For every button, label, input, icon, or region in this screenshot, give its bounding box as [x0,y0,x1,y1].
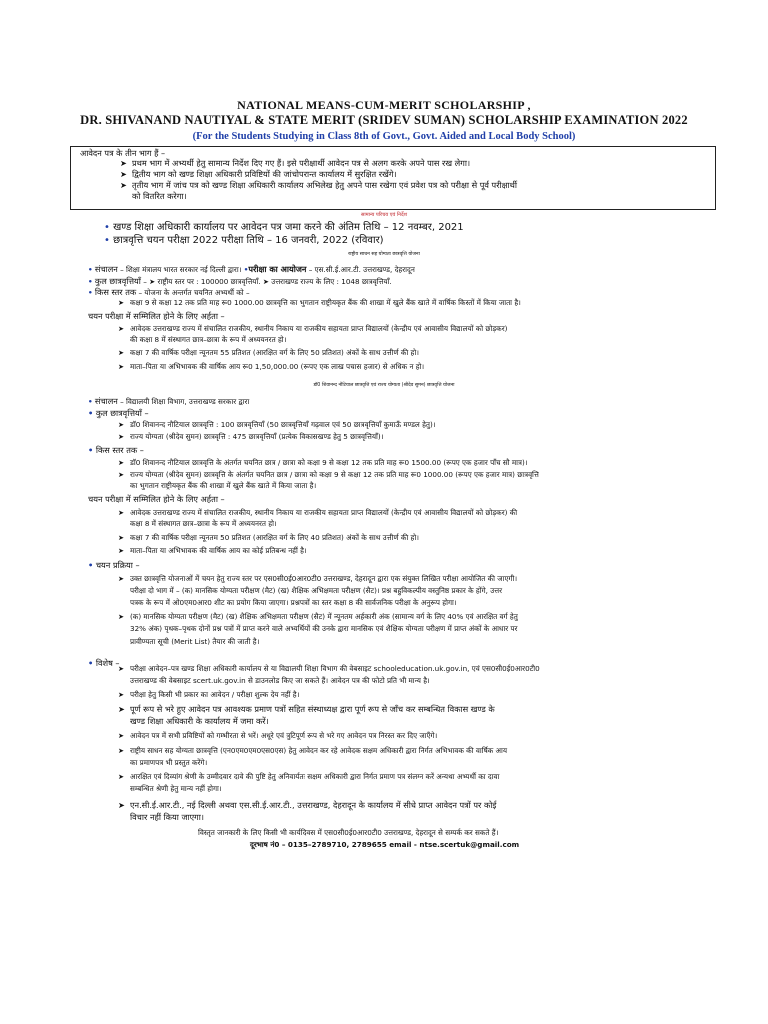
nmms-sanchalan: • संचालन – शिक्षा मंत्रालय भारत सरकार नई दिल्ली द्वारा। •परीक्षा का आयोजन – एस.सी.ई.आर.टी. उत्तराखण्ड, देहरादून [88,264,415,274]
nmms-elig-item: ➤ कक्षा 7 की वार्षिक परीक्षा न्यूनतम 55 प्रतिशत (आरक्षित वर्ग के लिए 50 प्रतिशत) अंकों के साथ उत्तीर्ण की हो। [118,348,419,357]
deadline-line: • खण्ड शिक्षा अधिकारी कार्यालय पर आवेदन पत्र जमा करने की अंतिम तिथि – 12 नवम्बर, 2021 [104,222,464,233]
selection-line: पत्रक के रूप में ओ0एम0आर0 शीट का प्रयोग किया जाएगा। प्रश्नपत्रों का स्तर कक्षा 8 की सार्वजनिक परीक्षा के अनुरूप होगा। [130,598,457,607]
state-sanchalan: • संचालन – विद्यालयी शिक्षा विभाग, उत्तराखण्ड सरकार द्वारा [88,396,250,406]
special-line: ➤ परीक्षा हेतु किसी भी प्रकार का आवेदन / परीक्षा शुल्क देय नहीं है। [118,690,300,699]
state-elig-item: ➤ आवेदक उत्तराखण्ड राज्य में संचालित राजकीय, स्थानीय निकाय या राजकीय सहायता प्राप्त विद्यालयों (केन्द्रीय एवं आवासीय विद्यालयों को छोड़कर) की [118,508,518,517]
header-title-line2: DR. SHIVANAND NAUTIYAL & STATE MERIT (SRIDEV SUMAN) SCHOLARSHIP EXAMINATION 2022 [80,113,688,127]
nmms-elig-item: ➤ माता–पिता या अभिभावक की वार्षिक आय रू0 1,50,000.00 (रूपए एक लाख पचास हजार) से अधिक न हो। [118,362,425,371]
bullet-icon: • [104,222,110,233]
special-line: ➤ परीक्षा आवेदन–पत्र खण्ड शिक्षा अधिकारी कार्यालय से या विद्यालयी शिक्षा विभाग की वेबसाइट schooleducation.uk.gov.in, एवं एस0सी0ई0आर0टी0 [118,664,540,673]
selection-label: • चयन प्रक्रिया – [88,560,140,570]
state-title: डॉ0 शिवानन्द नौटियाल छात्रवृत्ति एवं राज्य योग्यता (श्रीदेव सुमन) छात्रवृत्ति योजना [313,383,455,388]
arrow-icon: ➤ [120,158,127,168]
state-elig-item-cont: कक्षा 8 में संस्थागत छात्र–छात्रा के रूप में अध्ययनरत हो। [130,519,277,528]
state-elig-item: ➤ माता–पिता या अभिभावक की वार्षिक आय का कोई प्रतिबन्ध नहीं है। [118,546,307,555]
nmms-elig-item: ➤ आवेदक उत्तराखण्ड राज्य में संचालित राजकीय, स्थानीय निकाय या राजकीय सहायता प्राप्त विद्यालयों (केन्द्रीय एवं आवासीय विद्यालयों को छोड़कर) [118,324,508,333]
special-line: ➤ आरक्षित एवं दिव्यांग श्रेणी के उम्मीदवार दावे की पुष्टि हेतु अनिवार्यतः सक्षम अधिकारी द्वारा निर्गत प्रमाण पत्र संलग्न करें अन्यथा अभ्यर्थी का दावा [118,772,500,781]
state-level-item-cont: का भुगतान राष्ट्रीयकृत बैंक की शाखा में खुले बैंक खाते में किया जाता है। [130,481,317,490]
state-total-item: ➤ डॉ0 शिवानन्द नौटियाल छात्रवृत्ति : 100 छात्रवृत्तियाँ (50 छात्रवृत्तियाँ गढ़वाल एवं 50 छात्रवृत्तियाँ कुमाऊँ मण्डल हेतु)। [118,420,436,429]
box-item-cont: को वितरित करेगा। [132,191,187,201]
arrow-icon: ➤ [120,180,127,190]
special-line: खण्ड शिक्षा अधिकारी के कार्यालय में जमा करें। [130,716,269,726]
state-level-item: ➤ राज्य योग्यता (श्रीदेव सुमन) छात्रवृत्ति के अंतर्गत चयनित छात्र / छात्रा को कक्षा 9 से कक्षा 12 तक प्रति माह रू0 1000.00 (रूपए एक हजार मात्र) छात्रवृत्ति [118,470,539,479]
state-level-label: • किस स्तर तक – [88,445,144,455]
header-title-line1: NATIONAL MEANS-CUM-MERIT SCHOLARSHIP , [237,98,531,112]
arrow-icon: ➤ [120,169,127,179]
header-subtitle: (For the Students Studying in Class 8th of Govt., Govt. Aided and Local Body School) [192,131,576,142]
state-total-item: ➤ राज्य योग्यता (श्रीदेव सुमन) छात्रवृत्ति : 475 छात्रवृत्तियाँ (प्रत्येक विकासखण्ड हेतु 5 छात्रवृत्तियाँ)। [118,432,384,441]
special-line: विचार नहीं किया जाएगा। [130,812,204,822]
selection-line: ➤ उक्त छात्रवृत्ति योजनाओं में चयन हेतु राज्य स्तर पर एस0सी0ई0आर0टी0 उत्तराखण्ड, देहरादून द्वारा एक संयुक्त लिखित परीक्षा आयोजित की जाएगी। [118,574,518,583]
special-line: सम्बन्धित श्रेणी हेतु मान्य नहीं होगा। [130,784,222,793]
selection-line: प्रावीण्यता सूची (Merit List) तैयार की जाती है। [130,637,260,646]
special-line: ➤ पूर्ण रूप से भरे हुए आवेदन पत्र आवश्यक प्रमाण पत्रों सहित संस्थाध्यक्ष द्वारा पूर्ण रूप से जाँच कर सम्बन्धित विकास खण्ड के [118,704,495,714]
special-line: उत्तराखण्ड की वेबसाइट scert.uk.gov.in से डाउनलोड किए जा सकते हैं। आवेदन पत्र की फोटो प्रति भी मान्य है। [130,676,430,685]
nmms-level: • किस स्तर तक – योजना के अन्तर्गत चयनित अभ्यर्थी को – [88,287,250,297]
special-label: • विशेष – [88,658,120,668]
nmms-level-item: ➤ कक्षा 9 से कक्षा 12 तक प्रति माह रू0 1000.00 छात्रवृत्ति का भुगतान राष्ट्रीयकृत बैंक की शाखा में खुले बैंक खाते में वार्षिक किस्तों में किया जाता है। [118,298,521,307]
box-title: आवेदन पत्र के तीन भाग हैं – [80,148,166,158]
state-level-item: ➤ डॉ0 शिवानन्द नौटियाल छात्रवृत्ति के अंतर्गत चयनित छात्र / छात्रा को कक्षा 9 से कक्षा 12 तक प्रति माह रू0 1500.00 (रूपए एक हजार पाँच सौ मात्र)। [118,458,528,467]
selection-line: 32% अंक) पृथक–पृथक दोनों प्रश्न पत्रों में प्राप्त करने वाले अभ्यर्थियों की उनके द्वारा मानसिक एवं शैक्षिक योग्यता परीक्षण में प्राप्त अंकों के आधार पर [130,624,518,633]
state-total-label: • कुल छात्रवृत्तियाँ – [88,408,149,418]
exam-date-line: • छात्रवृत्ति चयन परीक्षा 2022 परीक्षा तिथि – 16 जनवरी, 2022 (रविवार) [104,235,384,246]
nmms-total: • कुल छात्रवृत्तियाँ – ➤ राष्ट्रीय स्तर पर : 100000 छात्रवृत्तियाँ. ➤ उत्तराखण्ड राज्य के लिए : 1048 छात्रवृत्तियाँ. [88,276,392,286]
nmms-title: राष्ट्रीय साधन सह योग्यता छात्रवृत्ति योजना [348,252,420,257]
nmms-elig-label: चयन परीक्षा में सम्मिलित होने के लिए अर्हता – [88,311,225,321]
bullet-icon: • [104,235,110,246]
general-title: सामान्य परिचय एवं निर्देश [360,212,408,218]
special-line: ➤ आवेदन पत्र में सभी प्रविष्टियों को गम्भीरता से भरें। अधूरे एवं त्रुटिपूर्ण रूप से भरे गए आवेदन पत्र निरस्त कर दिए जाएँगे। [118,731,438,740]
footer-contact: दूरभाष नं0 – 0135–2789710, 2789655 email - ntse.scertuk@gmail.com [250,840,520,849]
box-item: ➤ तृतीय भाग में जांच पत्र को खण्ड शिक्षा अधिकारी कार्यालय अभिलेख हेतु अपने पास रखेगा एवं प्रवेश पत्र को परीक्षा से पूर्व परीक्षार्थी [120,180,518,190]
selection-line: ➤ (क) मानसिक योग्यता परीक्षण (मैट) (ख) शैक्षिक अभिक्षमता परीक्षण (सैट) में न्यूनतम अर्हकारी अंक (सामान्य वर्ग के लिए 40% एवं आरक्षित वर्ग हेतु [118,612,518,621]
box-item: ➤ द्वितीय भाग को खण्ड शिक्षा अधिकारी प्रविष्टियों की जांचोपरान्त कार्यालय में सुरक्षित रखेंगे। [120,169,397,179]
selection-line: परीक्षा दो भाग में – (क) मानसिक योग्यता परीक्षण (मैट) (ख) शैक्षिक अभिक्षमता परीक्षण (सैट)। प्रश्न बहुविकल्पीय वस्तुनिष्ठ प्रकार के होंगे, उत्तर [130,586,503,595]
special-line: का प्रमाणपत्र भी प्रस्तुत करेंगे। [130,758,208,767]
state-elig-item: ➤ कक्षा 7 की वार्षिक परीक्षा न्यूनतम 50 प्रतिशत (आरक्षित वर्ग के लिए 40 प्रतिशत) अंकों के साथ उत्तीर्ण की हो। [118,533,419,542]
nmms-elig-item-cont: की कक्षा 8 में संस्थागत छात्र–छात्रा के रूप में अध्ययनरत हो। [130,335,287,344]
special-line: ➤ राष्ट्रीय साधन सह योग्यता छात्रवृत्ति (एन0एम0एम0एस0एस) हेतु आवेदन कर रहे आवेदक सक्षम अधिकारी द्वारा निर्गत अभिभावक की वार्षिक आय [118,746,508,755]
footer-info: विस्तृत जानकारी के लिए किसी भी कार्यदिवस में एस0सी0ई0आर0टी0 उत्तराखण्ड, देहरादून से सम्पर्क कर सकते हैं। [198,828,499,837]
state-elig-label: चयन परीक्षा में सम्मिलित होने के लिए अर्हता – [88,494,225,504]
box-item: ➤ प्रथम भाग में अभ्यर्थी हेतु सामान्य निर्देश दिए गए हैं। इसे परीक्षार्थी आवेदन पत्र से अलग करके अपने पास रख लेगा। [120,158,471,168]
special-line: ➤ एन.सी.ई.आर.टी., नई दिल्ली अथवा एस.सी.ई.आर.टी., उत्तराखण्ड, देहरादून के कार्यालय में सीधे प्राप्त आवेदन पत्रों पर कोई [118,800,497,810]
